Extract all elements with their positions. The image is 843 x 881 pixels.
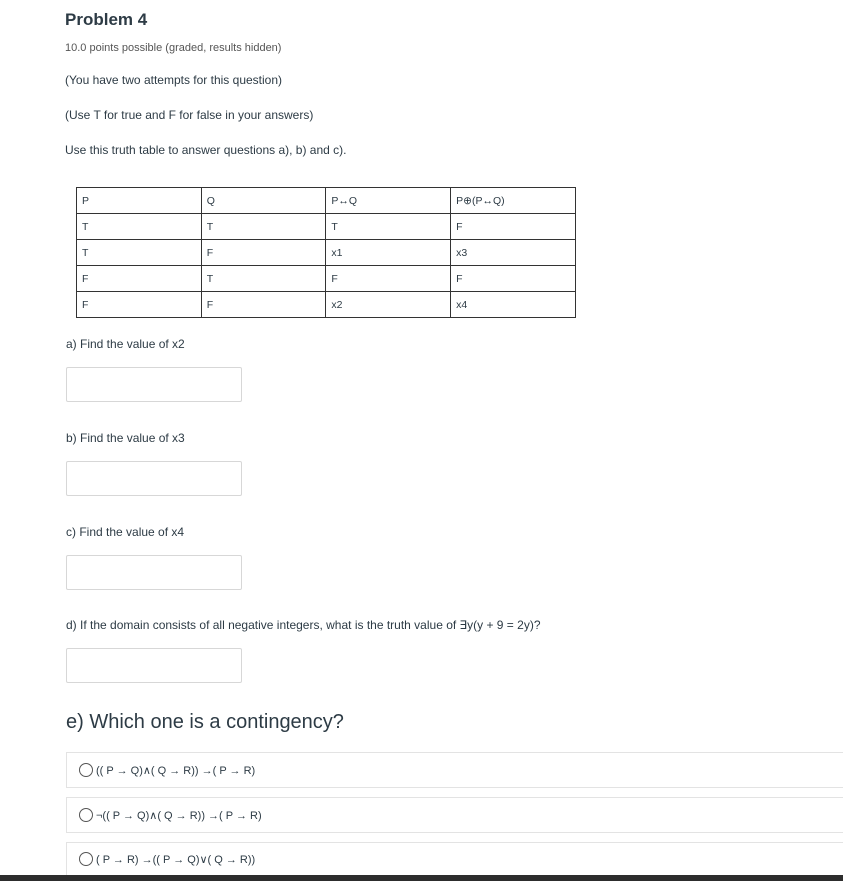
header-p: P (77, 188, 202, 214)
table-cell: F (77, 292, 202, 318)
question-d-label: d) If the domain consists of all negative integers, what is the truth value of ∃y(y + 9 = 2y)? (66, 618, 541, 632)
table-cell: T (201, 266, 326, 292)
answer-x2-input[interactable] (66, 367, 242, 402)
attempts-note: (You have two attempts for this question) (65, 73, 283, 87)
table-cell: T (326, 214, 451, 240)
table-cell: F (451, 214, 576, 240)
table-cell: F (451, 266, 576, 292)
contingency-option-2[interactable] (66, 797, 843, 833)
bottom-bar (0, 875, 843, 881)
question-a-label: a) Find the value of x2 (66, 337, 185, 351)
table-cell: x2 (326, 292, 451, 318)
header-biconditional: P↔Q (326, 188, 451, 214)
question-b-label: b) Find the value of x3 (66, 431, 185, 445)
truth-table (76, 187, 576, 318)
table-cell: F (77, 266, 202, 292)
answer-x4-input[interactable] (66, 555, 242, 590)
table-cell: x4 (451, 292, 576, 318)
table-row (77, 214, 576, 240)
table-row (77, 266, 576, 292)
table-cell: T (201, 214, 326, 240)
table-cell: T (77, 214, 202, 240)
table-row (77, 240, 576, 266)
header-xor: P⊕(P↔Q) (451, 188, 576, 214)
table-row (77, 292, 576, 318)
table-cell: x3 (451, 240, 576, 266)
question-e-heading: e) Which one is a contingency? (66, 711, 344, 733)
header-q: Q (201, 188, 326, 214)
table-cell: F (201, 240, 326, 266)
contingency-option-1[interactable] (66, 752, 843, 788)
option-label: ( P → R) →(( P → Q)∨( Q → R)) (96, 853, 256, 866)
table-cell: F (201, 292, 326, 318)
answer-x3-input[interactable] (66, 461, 242, 496)
points-info: 10.0 points possible (graded, results hidden) (65, 42, 282, 54)
table-cell: F (326, 266, 451, 292)
option-label: ¬(( P → Q)∧( Q → R)) →( P → R) (96, 809, 262, 822)
answer-d-input[interactable] (66, 648, 242, 683)
table-cell: T (77, 240, 202, 266)
question-c-label: c) Find the value of x4 (66, 525, 185, 539)
tf-note: (Use T for true and F for false in your answers) (65, 108, 314, 122)
option-label: (( P → Q)∧( Q → R)) →( P → R) (96, 764, 256, 777)
truth-table-header-row (77, 188, 576, 214)
radio-button-icon[interactable] (79, 763, 93, 777)
table-instruction: Use this truth table to answer questions a), b) and c). (65, 143, 347, 157)
table-cell: x1 (326, 240, 451, 266)
radio-button-icon[interactable] (79, 852, 93, 866)
radio-button-icon[interactable] (79, 808, 93, 822)
contingency-option-3[interactable] (66, 842, 843, 875)
problem-title: Problem 4 (65, 10, 148, 29)
